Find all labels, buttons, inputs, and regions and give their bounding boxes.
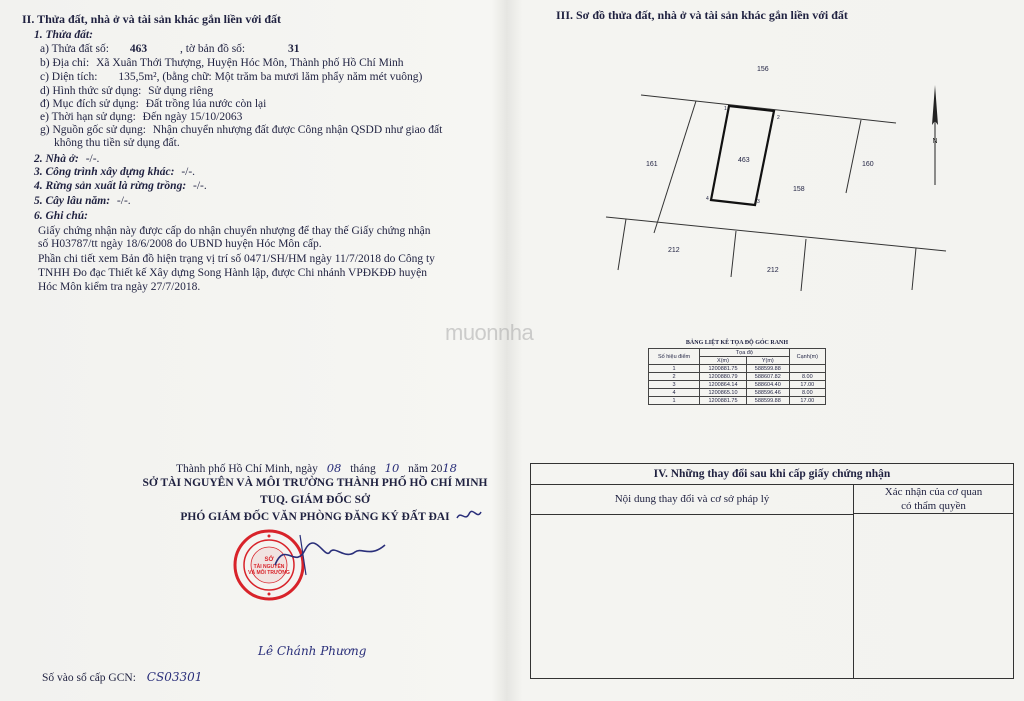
confirmation-line-2: có thẩm quyền: [901, 500, 966, 512]
cell-x: 1200881.75: [700, 397, 747, 405]
house-label: 2. Nhà ở:: [34, 153, 79, 165]
table-row: [649, 389, 826, 397]
cell-edge: 17.00: [789, 381, 825, 389]
term-label: e) Thời hạn sử dụng:: [40, 111, 136, 123]
svg-text:N: N: [932, 138, 938, 145]
perennial-line: [34, 195, 131, 208]
parcel-label: a) Thửa đất số:: [40, 43, 109, 55]
map-label-156: 156: [757, 66, 769, 73]
cell-y: 588599.88: [746, 397, 789, 405]
confirmation-line-1: Xác nhận của cơ quan: [884, 486, 983, 498]
address-line: [40, 57, 404, 70]
map-point-2: 2: [777, 115, 780, 121]
svg-text:VÀ MÔI TRƯỜNG: VÀ MÔI TRƯỜNG: [248, 570, 290, 576]
note-line-1: Giấy chứng nhận này được cấp do nhận chuyển nhượng để thay thế Giấy chứng nhận: [38, 225, 431, 237]
col-point: Số hiệu điểm: [649, 349, 700, 365]
origin-label: g) Nguồn gốc sử dụng:: [40, 124, 146, 136]
note-line-4: TNHH Đo đạc Thiết kế Xây dựng Song Hành lập, được Chi nhánh VPĐKĐĐ huyện: [38, 267, 427, 279]
initials-mark: [455, 508, 483, 524]
forest-label: 4. Rừng sản xuất là rừng trồng:: [34, 180, 187, 192]
tuq-line: TUQ. GIÁM ĐỐC SỞ: [260, 494, 370, 506]
cell-y: 588596.46: [746, 389, 789, 397]
note-line-5: Hóc Môn kiểm tra ngày 27/7/2018.: [38, 281, 201, 293]
cell-edge: [789, 365, 825, 373]
registry-label: Số vào sổ cấp GCN:: [42, 672, 136, 684]
map-label-160: 160: [862, 161, 874, 168]
section-2-title: II. Thửa đất, nhà ở và tài sản khác gắn liền với đất: [22, 12, 282, 26]
month-label: tháng: [350, 463, 376, 475]
map-sheet-label: , tờ bản đồ số:: [179, 43, 246, 55]
table-row: [649, 397, 826, 405]
changes-col-content: Nội dung thay đổi và cơ sở pháp lý: [531, 484, 854, 515]
coordinate-table: [648, 340, 826, 405]
forest-value: -/-.: [193, 180, 207, 192]
cell-edge: 8.00: [789, 373, 825, 381]
registry-number: CS03301: [146, 670, 203, 684]
term-value: Đến ngày 15/10/2063: [142, 111, 243, 123]
date-month: 10: [384, 461, 400, 475]
forest-line: [34, 180, 207, 193]
term-line: [40, 111, 242, 124]
col-y: Y(m): [746, 357, 789, 365]
cell-point: 4: [649, 389, 700, 397]
area-value: 135,5m², (bằng chữ: Một trăm ba mươi lăm phẩy năm mét vuông): [118, 71, 423, 83]
cell-y: 588604.40: [746, 381, 789, 389]
usage-form-line: [40, 85, 213, 98]
map-label-158: 158: [793, 186, 805, 193]
changes-col-divider: [853, 514, 854, 678]
origin-line: [40, 124, 442, 137]
parcel-number: 463: [129, 43, 148, 55]
cell-point: 1: [649, 365, 700, 373]
map-point-3: 3: [757, 199, 760, 205]
map-label-463: 463: [738, 157, 750, 164]
cell-y: 588607.82: [746, 373, 789, 381]
left-page: [0, 0, 500, 701]
coordinate-table-grid: [648, 348, 826, 405]
origin-value: Nhận chuyển nhượng đất được Công nhận QSDD như giao đất: [152, 124, 443, 136]
cell-point: 1: [649, 397, 700, 405]
parcel-map: [596, 55, 956, 295]
cell-x: 1200865.10: [700, 389, 747, 397]
map-point-1: 1: [724, 106, 727, 112]
perennial-value: -/-.: [116, 195, 131, 207]
land-parcel-line: [40, 43, 300, 56]
issuing-org: SỞ TÀI NGUYÊN VÀ MÔI TRƯỜNG THÀNH PHỐ HỒ CHÍ MINH: [142, 477, 488, 489]
col-x: X(m): [700, 357, 747, 365]
watermark-logo: muonnha: [445, 320, 534, 345]
cell-point: 2: [649, 373, 700, 381]
usage-form-label: d) Hình thức sử dụng:: [40, 85, 142, 97]
cell-y: 588599.88: [746, 365, 789, 373]
table-row: [649, 365, 826, 373]
map-label-161: 161: [646, 161, 658, 168]
purpose-line: [40, 98, 266, 111]
signer-name: Lê Chánh Phương: [258, 644, 367, 658]
handwritten-signature: [270, 530, 390, 580]
changes-col-confirmation: [854, 484, 1013, 514]
construction-label: 3. Công trình xây dựng khác:: [34, 166, 175, 178]
svg-text:TÀI NGUYÊN: TÀI NGUYÊN: [253, 564, 285, 570]
map-label-212-a: 212: [668, 247, 680, 254]
signer-title: PHÓ GIÁM ĐỐC VĂN PHÒNG ĐĂNG KÝ ĐẤT ĐAI: [180, 511, 450, 523]
usage-form-value: Sử dụng riêng: [148, 85, 214, 97]
north-arrow-icon: [925, 85, 945, 190]
svg-text:SỞ: SỞ: [264, 557, 274, 563]
land-title: 1. Thửa đất:: [34, 29, 93, 41]
coordinate-table-caption: BẢNG LIỆT KÊ TỌA ĐỘ GÓC RANH: [685, 340, 789, 346]
signing-date: [176, 462, 457, 476]
col-coord: Tọa độ: [700, 349, 790, 357]
map-point-4: 4: [706, 196, 709, 202]
cell-x: 1200881.75: [700, 365, 747, 373]
origin-value-cont: không thu tiền sử dụng đất.: [54, 137, 180, 149]
date-day: 08: [326, 461, 342, 475]
table-row: [649, 373, 826, 381]
cell-x: 1200864.14: [700, 381, 747, 389]
note-line-3: Phần chi tiết xem Bản đồ hiện trạng vị trí số 0471/SH/HM ngày 11/7/2018 do Công ty: [38, 253, 435, 265]
address-label: b) Địa chỉ:: [40, 57, 90, 69]
purpose-value: Đất trồng lúa nước còn lại: [145, 98, 267, 110]
cell-point: 3: [649, 381, 700, 389]
cell-edge: 17.00: [789, 397, 825, 405]
area-label: c) Diện tích:: [40, 71, 98, 83]
construction-value: -/-.: [181, 166, 196, 178]
area-line: [40, 71, 422, 84]
map-sheet-number: 31: [288, 43, 300, 55]
section-3-title: III. Sơ đồ thửa đất, nhà ở và tài sản khác gắn liền với đất: [556, 8, 848, 22]
cell-x: 1200880.79: [700, 373, 747, 381]
date-prefix: Thành phố Hồ Chí Minh, ngày: [176, 463, 318, 475]
perennial-label: 5. Cây lâu năm:: [34, 195, 111, 207]
registry-line: [42, 671, 202, 685]
date-year: 18: [442, 461, 457, 475]
address-value: Xã Xuân Thới Thượng, Huyện Hóc Môn, Thành phố Hồ Chí Minh: [96, 57, 404, 69]
section-4-title: IV. Những thay đổi sau khi cấp giấy chứng nhận: [531, 464, 1013, 485]
col-edge: Cạnh(m): [789, 349, 825, 365]
note-line-2: số H03787/tt ngày 18/6/2008 do UBND huyện Hóc Môn cấp.: [38, 238, 322, 250]
changes-table: [530, 463, 1014, 679]
table-row: [649, 381, 826, 389]
construction-line: [34, 166, 195, 179]
purpose-label: đ) Mục đích sử dụng:: [40, 98, 139, 110]
cell-edge: 8.00: [789, 389, 825, 397]
year-label: năm 20: [408, 463, 443, 475]
map-label-212-b: 212: [767, 267, 779, 274]
notes-title: 6. Ghi chú:: [34, 210, 88, 222]
house-value: -/-.: [85, 153, 100, 165]
house-line: [34, 153, 99, 166]
